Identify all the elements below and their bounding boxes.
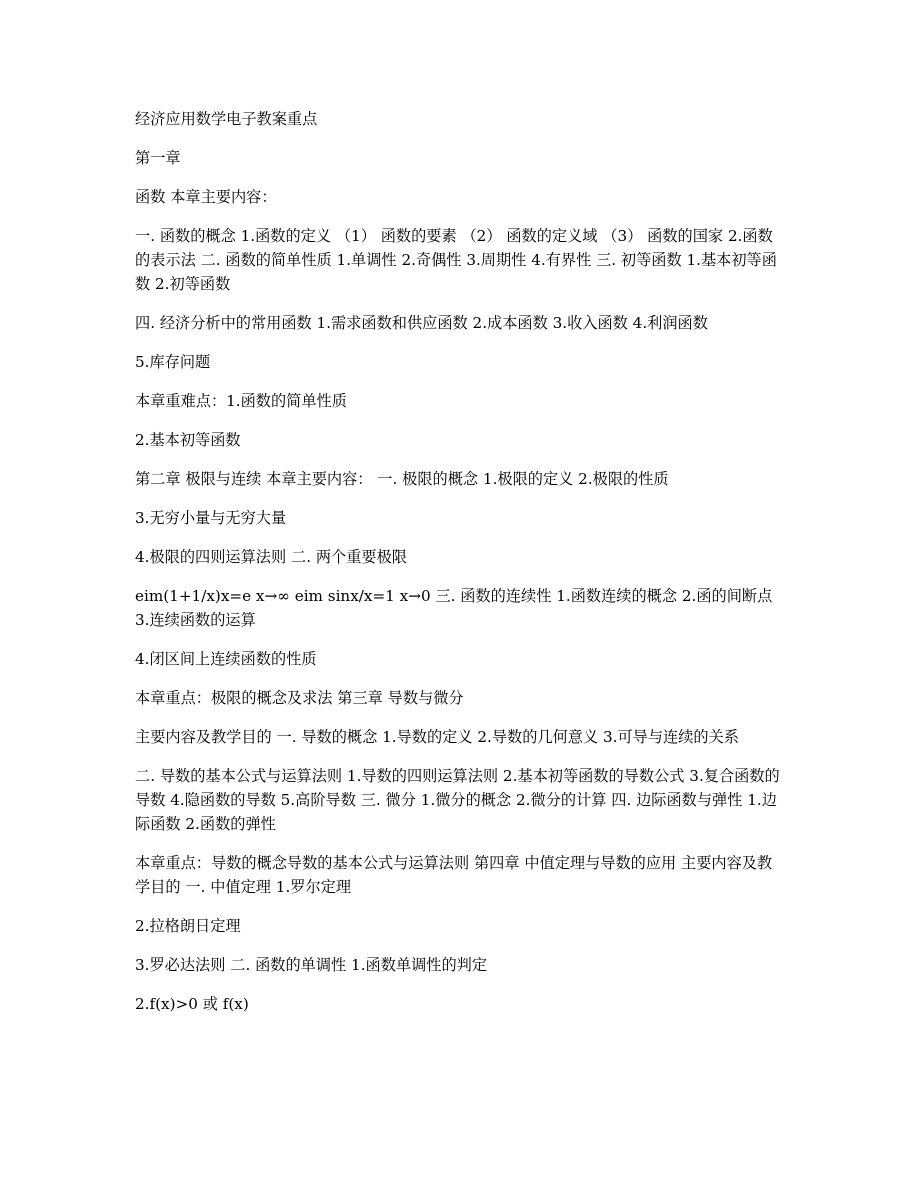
inventory-paragraph: 5.库存问题 [135, 353, 211, 371]
important-limits-paragraph: eim(1+1/x)x=e x→∞ eim sinx/x=1 x→0 三. 函数的连续性 1.函数连续的概念 2.函的间断点 3.连续函数的运算 [135, 587, 773, 629]
infinitesimal-paragraph: 3.无穷小量与无穷大量 [135, 509, 287, 527]
chapter-one-contents-label: 函数 本章主要内容： [135, 188, 277, 206]
lagrange-paragraph: 2.拉格朗日定理 [135, 917, 241, 935]
limit-operations-paragraph: 4.极限的四则运算法则 二. 两个重要极限 [135, 548, 407, 566]
chapter-two-heading: 第二章 极限与连续 本章主要内容： 一. 极限的概念 1.极限的定义 2.极限的性质 [135, 470, 669, 488]
monotonicity-condition-paragraph: 2.f(x)>0 或 f(x) [135, 995, 249, 1013]
document-title: 经济应用数学电子教案重点 [135, 110, 318, 128]
chapter-one-topics: 一. 函数的概念 1.函数的定义 （1） 函数的要素 （2） 函数的定义域 （3） 函数的国家 2.函数的表示法 二. 函数的简单性质 1.单调性 2.奇偶性 3.周期性 4.有界性 三. 初等函数 1.基本初等函数 2.初等函数 [135, 227, 777, 293]
derivative-rules-paragraph: 二. 导数的基本公式与运算法则 1.导数的四则运算法则 2.基本初等函数的导数公式 3.复合函数的导数 4.隐函数的导数 5.高阶导数 三. 微分 1.微分的概念 2.微分的计算 四. 边际函数与弹性 1.边际函数 2.函数的弹性 [135, 767, 780, 833]
chapter-one-key-points: 本章重难点：1.函数的简单性质 [135, 392, 347, 410]
chapter-three-topics: 主要内容及教学目的 一. 导数的概念 1.导数的定义 2.导数的几何意义 3.可导与连续的关系 [135, 728, 739, 746]
chapter-three-key-points: 本章重点：导数的概念导数的基本公式与运算法则 第四章 中值定理与导数的应用 主要内容及教学目的 一. 中值定理 1.罗尔定理 [135, 854, 773, 896]
chapter-one-heading: 第一章 [135, 149, 181, 167]
economic-functions-paragraph: 四. 经济分析中的常用函数 1.需求函数和供应函数 2.成本函数 3.收入函数 4.利润函数 [135, 314, 708, 332]
closed-interval-paragraph: 4.闭区间上连续函数的性质 [135, 650, 317, 668]
basic-elementary-functions-paragraph: 2.基本初等函数 [135, 431, 241, 449]
document-body [135, 102, 785, 1031]
lhopital-paragraph: 3.罗必达法则 二. 函数的单调性 1.函数单调性的判定 [135, 956, 488, 974]
chapter-two-key-points: 本章重点：极限的概念及求法 第三章 导数与微分 [135, 689, 464, 707]
